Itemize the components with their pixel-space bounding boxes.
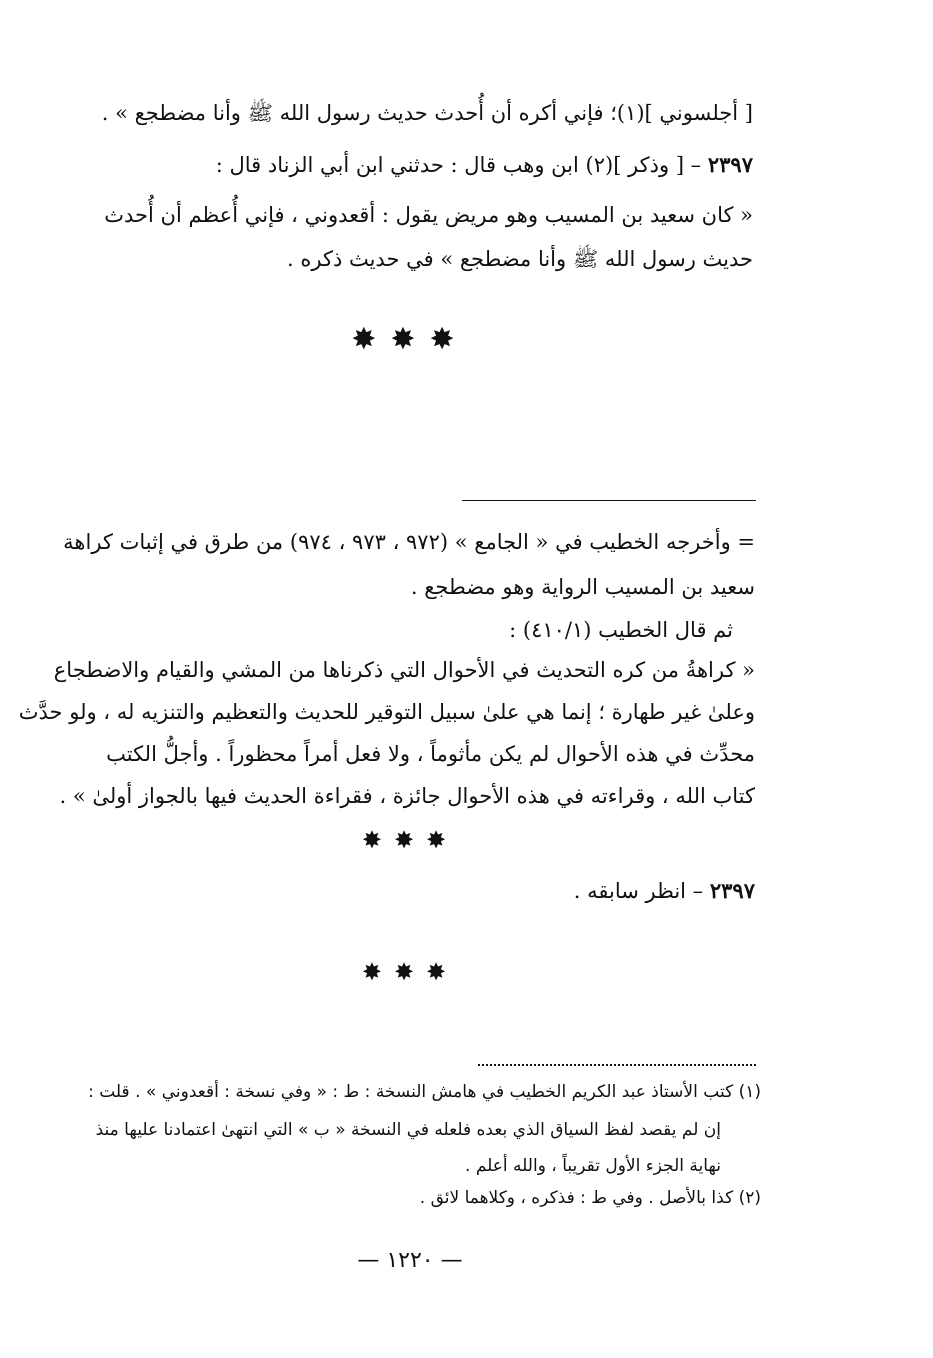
section-separator: ✸✸✸ — [351, 322, 469, 357]
footnote-2-number: (٢) — [738, 1188, 761, 1208]
commentary-line-3: ثم قال الخطيب (٤١٠/١) : — [509, 618, 733, 642]
footnote-1-number: (١) — [738, 1082, 761, 1102]
page-number: — ١٢٢٠ — — [357, 1248, 463, 1273]
main-line-2 — [133, 152, 753, 177]
footnote-2-text: كذا بالأصل . وفي ط : فذكره ، وكلاهما لائق . — [419, 1188, 734, 1208]
cross-reference — [515, 878, 755, 903]
commentary-separator: ✸✸✸ — [361, 826, 459, 854]
cross-ref-number: ٢٣٩٧ — [709, 878, 755, 903]
main-line-3: « كان سعيد بن المسيب وهو مريض يقول : أقعدوني ، فإني أُعظم أن أُحدث — [104, 203, 753, 227]
cross-ref-text: – انظر سابقه . — [573, 879, 704, 903]
hadith-number: ٢٣٩٧ — [707, 152, 753, 177]
main-line-4: حديث رسول الله ﷺ وأنا مضطجع » في حديث ذكره . — [287, 247, 753, 271]
commentary-line-2: سعيد بن المسيب الرواية وهو مضطجع . — [410, 575, 755, 599]
commentary-line-4: « كراهةُ من كره التحديث في الأحوال التي ذكرناها من المشي والقيام والاضطجاع — [53, 658, 755, 682]
footnote-2 — [311, 1188, 761, 1208]
commentary-line-7: كتاب الله ، وقراءته في هذه الأحوال جائزة ، فقراءة الحديث فيها بالجواز أولىٰ » . — [59, 784, 755, 808]
footnote-1-line-2: إن لم يقصد لفظ السياق الذي بعده فلعله في النسخة « ب » التي انتهىٰ اعتمادنا عليها منذ — [95, 1120, 721, 1140]
footnote-divider — [462, 500, 756, 501]
footnote-dotted-rule — [478, 1064, 756, 1066]
footnote-1-line-3: نهاية الجزء الأول تقريباً ، والله أعلم . — [465, 1156, 721, 1176]
commentary-line-1: = وأخرجه الخطيب في « الجامع » (٩٧٢ ، ٩٧٣ ، ٩٧٤) من طرق في إثبات كراهة — [63, 530, 755, 554]
commentary-line-6: محدِّث في هذه الأحوال لم يكن مأثوماً ، ولا فعل أمراً محظوراً . وأجلُّ الكتب — [106, 742, 755, 766]
footnote-1-text-1: كتب الأستاذ عبد الكريم الخطيب في هامش النسخة : ط : « وفي نسخة : أقعدوني » . قلت : — [88, 1082, 734, 1102]
end-separator: ✸✸✸ — [361, 958, 459, 986]
footnote-1-line-1 — [41, 1082, 761, 1102]
main-line-2-text: – [ وذكر ](٢) ابن وهب قال : حدثني ابن أبي الزناد قال : — [215, 153, 702, 177]
main-line-1: [ أجلسوني ](١)؛ فإني أكره أن أُحدث حديث رسول الله ﷺ وأنا مضطجع » . — [101, 101, 753, 125]
commentary-line-5: وعلىٰ غير طهارة ؛ إنما هي علىٰ سبيل التوقير للحديث والتعظيم والتنزيه له ، ولو حدَّث — [18, 700, 755, 724]
